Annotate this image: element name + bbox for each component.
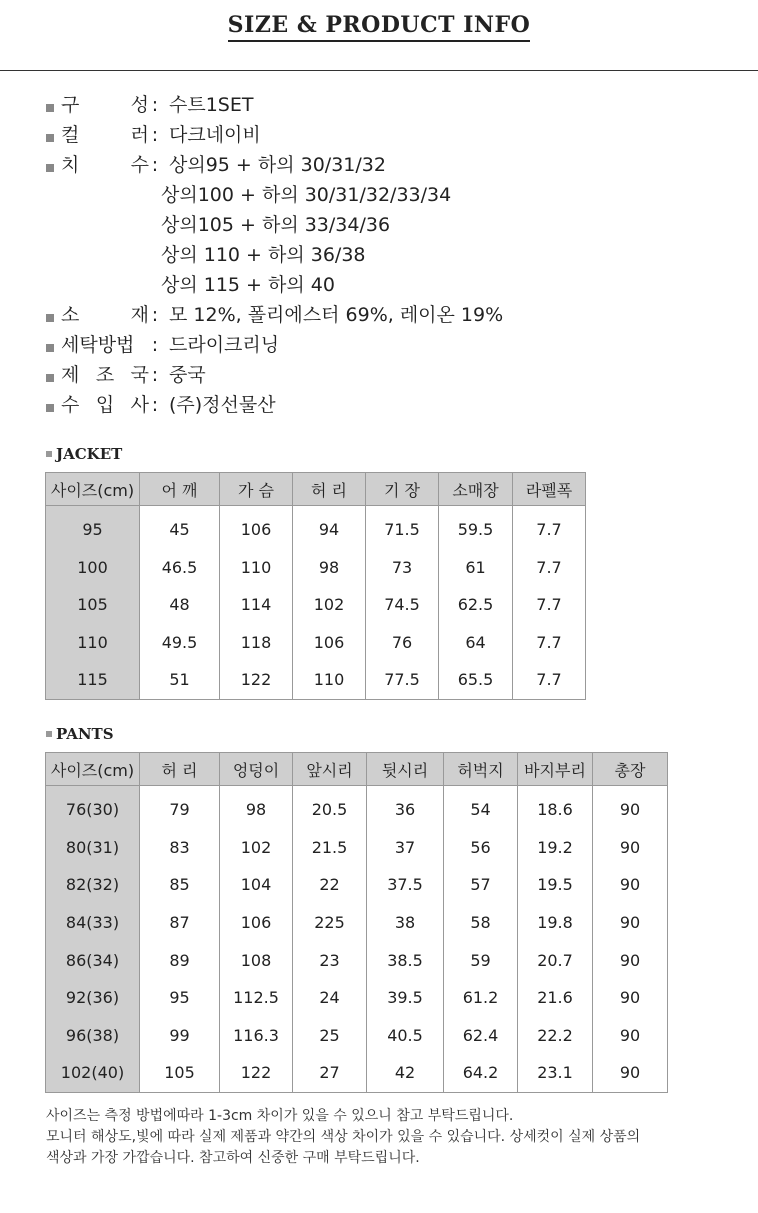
info-row: [46, 330, 746, 360]
table-cell: 110: [293, 661, 366, 699]
table-cell: 105: [140, 1054, 220, 1092]
bullet-icon: [46, 374, 54, 382]
table-cell: 90: [593, 1054, 668, 1092]
table-cell: 25: [293, 1017, 367, 1055]
column-header: 엉덩이: [220, 753, 293, 786]
info-label-part: 구: [61, 94, 80, 116]
table-cell: 59: [444, 941, 518, 979]
table-cell: 110: [46, 624, 140, 662]
table-cell: 39.5: [367, 979, 444, 1017]
table-cell: 100: [46, 549, 140, 587]
info-colon: :: [151, 334, 159, 356]
info-colon: :: [151, 124, 159, 146]
table-cell: 90: [593, 829, 668, 867]
table-cell: 80(31): [46, 829, 140, 867]
info-colon: :: [151, 304, 159, 326]
table-cell: 90: [593, 979, 668, 1017]
table-cell: 106: [220, 511, 293, 549]
table-cell: 45: [140, 511, 220, 549]
table-cell: 77.5: [366, 661, 439, 699]
column-header: 가 슴: [220, 473, 293, 506]
table-cell: 73: [366, 549, 439, 587]
table-cell: 71.5: [366, 511, 439, 549]
table-cell: 108: [220, 941, 293, 979]
table-row: [46, 866, 668, 904]
table-cell: 95: [140, 979, 220, 1017]
table-cell: 37: [367, 829, 444, 867]
table-cell: 74.5: [366, 586, 439, 624]
info-row: [46, 150, 746, 180]
table-cell: 38.5: [367, 941, 444, 979]
table-cell: 84(33): [46, 904, 140, 942]
table-cell: 61: [439, 549, 513, 587]
table-cell: 42: [367, 1054, 444, 1092]
table-cell: 20.7: [518, 941, 593, 979]
table-cell: 7.7: [513, 586, 586, 624]
table-cell: 62.5: [439, 586, 513, 624]
table-row: [46, 1017, 668, 1055]
table-cell: 83: [140, 829, 220, 867]
size-sub-line: 상의 115 + 하의 40: [161, 274, 335, 296]
table-cell: 94: [293, 511, 366, 549]
table-cell: 89: [140, 941, 220, 979]
table-row: [46, 904, 668, 942]
info-label: [61, 360, 149, 390]
table-cell: 82(32): [46, 866, 140, 904]
table-cell: 56: [444, 829, 518, 867]
info-row: [46, 360, 746, 390]
table-cell: 51: [140, 661, 220, 699]
info-label: [61, 120, 149, 150]
info-label-part: 수: [130, 154, 149, 176]
table-row: [46, 791, 668, 829]
info-value: 수트1SET: [169, 94, 254, 116]
column-header: 사이즈(cm): [46, 473, 140, 506]
info-label-part: 조: [95, 364, 115, 386]
table-cell: 24: [293, 979, 367, 1017]
table-row: [46, 1054, 668, 1092]
table-cell: 58: [444, 904, 518, 942]
info-label-part: 입: [95, 394, 115, 416]
bullet-icon: [46, 451, 52, 457]
info-label-part: 세탁방법: [61, 334, 135, 356]
info-value: 모 12%, 폴리에스터 69%, 레이온 19%: [169, 304, 504, 326]
table-cell: 90: [593, 1017, 668, 1055]
table-cell: 92(36): [46, 979, 140, 1017]
pants-size-table: [45, 752, 668, 1093]
column-header: 뒷시리: [367, 753, 444, 786]
note-line: 색상과 가장 가깝습니다. 참고하여 신중한 구매 부탁드립니다.: [46, 1150, 420, 1166]
table-cell: 225: [293, 904, 367, 942]
info-colon: :: [151, 394, 159, 416]
table-cell: 98: [220, 791, 293, 829]
bullet-icon: [46, 731, 52, 737]
column-header: 허 리: [293, 473, 366, 506]
table-cell: 40.5: [367, 1017, 444, 1055]
table-cell: 112.5: [220, 979, 293, 1017]
table-cell: 79: [140, 791, 220, 829]
notes: [46, 1106, 746, 1169]
info-label-part: 성: [130, 94, 149, 116]
column-header: 허 리: [140, 753, 220, 786]
info-row: [46, 300, 746, 330]
info-label-part: 사: [130, 394, 149, 416]
table-cell: 21.5: [293, 829, 367, 867]
table-cell: 54: [444, 791, 518, 829]
note-line: 모니터 해상도,빛에 따라 실제 제품과 약간의 색상 차이가 있을 수 있습니다. 상세컷이 실제 상품의: [46, 1129, 641, 1145]
table-cell: 57: [444, 866, 518, 904]
table-cell: 106: [293, 624, 366, 662]
info-label-part: 치: [61, 154, 80, 176]
bullet-icon: [46, 344, 54, 352]
bullet-icon: [46, 314, 54, 322]
table-cell: 90: [593, 866, 668, 904]
table-cell: 7.7: [513, 661, 586, 699]
column-header: 앞시리: [293, 753, 367, 786]
table-cell: 114: [220, 586, 293, 624]
info-value: 다크네이비: [169, 124, 261, 146]
column-header: 어 깨: [140, 473, 220, 506]
jacket-size-table: [45, 472, 586, 700]
column-header: 기 장: [366, 473, 439, 506]
table-cell: 64: [439, 624, 513, 662]
bullet-icon: [46, 164, 54, 172]
table-cell: 65.5: [439, 661, 513, 699]
product-info: [46, 90, 746, 420]
table-cell: 118: [220, 624, 293, 662]
info-colon: :: [151, 94, 159, 116]
note-line: 사이즈는 측정 방법에따라 1-3cm 차이가 있을 수 있으니 참고 부탁드립니다.: [46, 1108, 514, 1124]
table-cell: 22.2: [518, 1017, 593, 1055]
table-cell: 96(38): [46, 1017, 140, 1055]
table-cell: 115: [46, 661, 140, 699]
table-cell: 104: [220, 866, 293, 904]
info-label-part: 국: [130, 364, 149, 386]
table-cell: 23.1: [518, 1054, 593, 1092]
table-cell: 59.5: [439, 511, 513, 549]
info-label: [61, 90, 149, 120]
table-cell: 95: [46, 511, 140, 549]
table-header-row: [46, 753, 668, 786]
page-title: SIZE & PRODUCT INFO: [0, 12, 758, 38]
size-sub-line: 상의 110 + 하의 36/38: [161, 244, 366, 266]
table-cell: 19.5: [518, 866, 593, 904]
info-label-part: 러: [130, 124, 149, 146]
table-row: [46, 941, 668, 979]
info-colon: :: [151, 364, 159, 386]
table-cell: 87: [140, 904, 220, 942]
table-cell: 61.2: [444, 979, 518, 1017]
info-label: [61, 150, 149, 180]
table-cell: 90: [593, 904, 668, 942]
info-label: [61, 330, 149, 360]
info-label-part: 제: [61, 364, 80, 386]
table-row: [46, 586, 586, 624]
table-cell: 102: [293, 586, 366, 624]
bullet-icon: [46, 104, 54, 112]
info-value: (주)정선물산: [169, 394, 276, 416]
info-row: [46, 390, 746, 420]
jacket-section-title: JACKET: [46, 445, 122, 463]
table-cell: 99: [140, 1017, 220, 1055]
table-cell: 37.5: [367, 866, 444, 904]
table-row: [46, 549, 586, 587]
table-cell: 19.2: [518, 829, 593, 867]
table-cell: 38: [367, 904, 444, 942]
table-cell: 19.8: [518, 904, 593, 942]
pants-section-title: PANTS: [46, 725, 114, 743]
info-label-part: 소: [61, 304, 80, 326]
table-cell: 48: [140, 586, 220, 624]
table-cell: 62.4: [444, 1017, 518, 1055]
table-cell: 102(40): [46, 1054, 140, 1092]
table-cell: 102: [220, 829, 293, 867]
bullet-icon: [46, 134, 54, 142]
table-cell: 27: [293, 1054, 367, 1092]
table-cell: 90: [593, 791, 668, 829]
table-header-row: [46, 473, 586, 506]
table-cell: 106: [220, 904, 293, 942]
table-cell: 98: [293, 549, 366, 587]
table-cell: 7.7: [513, 511, 586, 549]
info-label: [61, 390, 149, 420]
table-cell: 90: [593, 941, 668, 979]
header: [0, 0, 758, 71]
column-header: 소매장: [439, 473, 513, 506]
info-value: 상의95 + 하의 30/31/32: [169, 154, 386, 176]
table-cell: 46.5: [140, 549, 220, 587]
table-cell: 86(34): [46, 941, 140, 979]
table-cell: 85: [140, 866, 220, 904]
table-cell: 122: [220, 1054, 293, 1092]
table-row: [46, 511, 586, 549]
table-row: [46, 661, 586, 699]
table-cell: 105: [46, 586, 140, 624]
column-header: 사이즈(cm): [46, 753, 140, 786]
table-cell: 122: [220, 661, 293, 699]
info-label-part: 재: [130, 304, 149, 326]
table-cell: 116.3: [220, 1017, 293, 1055]
table-cell: 76(30): [46, 791, 140, 829]
table-cell: 64.2: [444, 1054, 518, 1092]
info-row: [46, 120, 746, 150]
bullet-icon: [46, 404, 54, 412]
size-sub-line: 상의100 + 하의 30/31/32/33/34: [161, 184, 452, 206]
info-label-part: 수: [61, 394, 80, 416]
table-cell: 76: [366, 624, 439, 662]
table-row: [46, 829, 668, 867]
info-value: 드라이크리닝: [169, 334, 280, 356]
info-colon: :: [151, 154, 159, 176]
column-header: 바지부리: [518, 753, 593, 786]
table-cell: 20.5: [293, 791, 367, 829]
table-row: [46, 979, 668, 1017]
info-label: [61, 300, 149, 330]
table-cell: 36: [367, 791, 444, 829]
info-value: 중국: [169, 364, 206, 386]
table-cell: 18.6: [518, 791, 593, 829]
info-row: [46, 90, 746, 120]
table-cell: 23: [293, 941, 367, 979]
table-cell: 49.5: [140, 624, 220, 662]
table-row: [46, 624, 586, 662]
column-header: 허벅지: [444, 753, 518, 786]
table-cell: 7.7: [513, 549, 586, 587]
table-cell: 22: [293, 866, 367, 904]
column-header: 총장: [593, 753, 668, 786]
column-header: 라펠폭: [513, 473, 586, 506]
table-cell: 21.6: [518, 979, 593, 1017]
size-sub-line: 상의105 + 하의 33/34/36: [161, 214, 391, 236]
table-cell: 110: [220, 549, 293, 587]
info-label-part: 컬: [61, 124, 80, 146]
table-cell: 7.7: [513, 624, 586, 662]
